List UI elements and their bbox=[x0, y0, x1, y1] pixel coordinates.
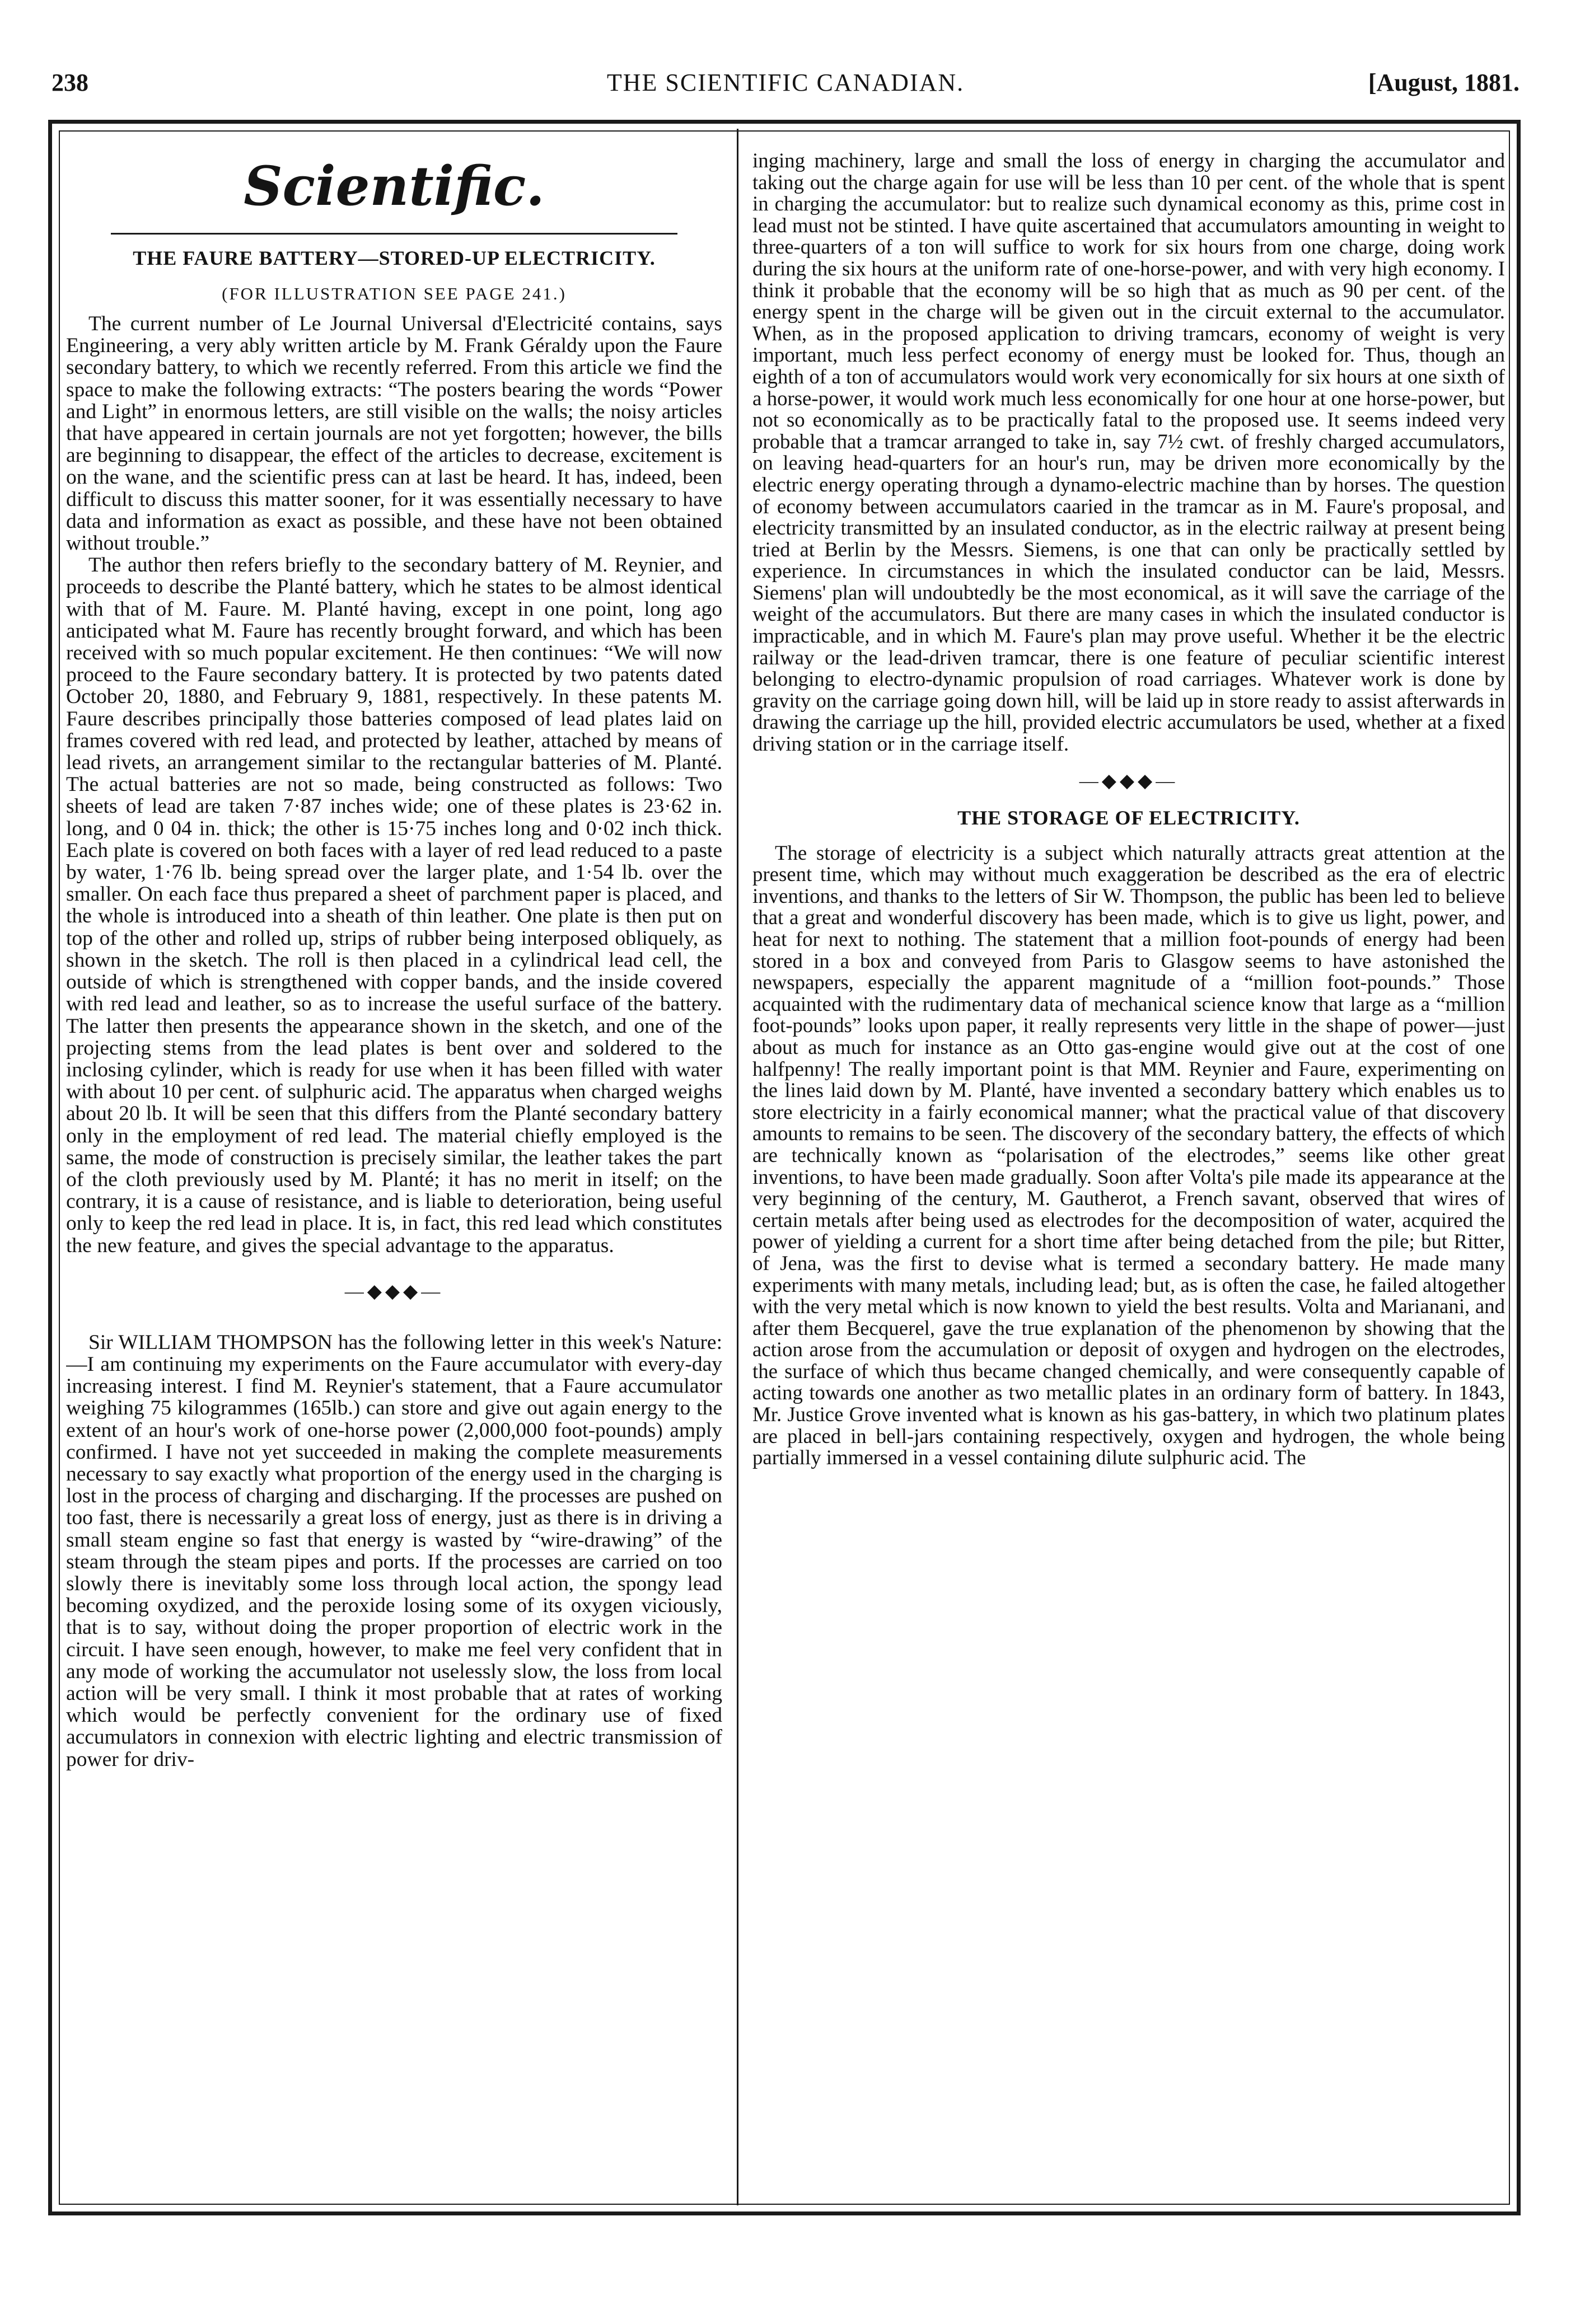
page-header bbox=[52, 66, 1519, 111]
section-heading: Scientific. bbox=[244, 154, 545, 218]
left-column bbox=[66, 150, 722, 2199]
right-column bbox=[752, 150, 1505, 2199]
article-paragraph-continued: inging machinery, large and small the loss of energy in charging the accumulator and taking out the charge again for use will be less than 10 per cent. of the whole that is spent in charging the accumulator: but to realize such dynamical economy as this, prime cost in lead must not be stinted. I have quite ascertained that accumulators amounting in weight to three-quarters of a ton will suffice to work for six hours from one charge, doing work during the six hours at the uniform rate of one-horse-power, and with very high economy. I think it probable that the economy will be so high that as much as 90 per cent. of the energy spent in the charge will be given out in the circuit external to the accumulator. When, as in the proposed application to driving tramcars, economy of weight is very important, much less perfect economy of energy must be looked for. Thus, though an eighth of a ton of accumulators would work very economically for six hours at one sixth of a horse-power, it would work much less economically for one hour at one horse-power, but not so economically as to be practically fatal to the proposed use. It seems indeed very probable that a tramcar arranged to take in, say 7½ cwt. of freshly charged accumulators, on leaving head-quarters for an hour's run, may be driven more economically by the electric energy operating through a dynamo-electric machine than by horses. The question of economy between accumulators caaried in the tramcar as in M. Faure's proposal, and electricity transmitted by an insulated conductor, as in the electric railway at present being tried at Berlin by the Messrs. Siemens, is one that can only be practically settled by experience. In circumstances in which the insulated conductor can be laid, Messrs. Siemens' plan will undoubtedly be the most economical, as it will save the carriage of the weight of the accumulators. But there are many cases in which the insulated conductor is impracticable, and in which M. Faure's plan may prove useful. Whether it be the electric railway or the lead-driven tramcar, there is one feature of peculiar scientific interest belonging to electro-dynamic propulsion of road carriages. Whatever work is done by gravity on the carriage going down hill, will be laid up in store ready to assist afterwards in drawing the carriage up the hill, provided electric accumulators be used, whether at a fixed driving station or in the carriage itself. bbox=[752, 150, 1505, 756]
article-subtitle: (FOR ILLUSTRATION SEE PAGE 241.) bbox=[222, 284, 567, 303]
ornament-divider: —◆◆◆— bbox=[1079, 770, 1179, 791]
article-title: THE STORAGE OF ELECTRICITY. bbox=[957, 806, 1300, 829]
article-paragraph: The author then refers briefly to the secondary battery of M. Reynier, and proceeds to describe the Planté battery, which he states to be almost identical with that of M. Faure. M. Planté having, except in one point, long ago anticipated what M. Faure has recently brought forward, and which has been received with so much popular excitement. He then continues: “We will now proceed to the Faure secondary battery. It is protected by two patents dated October 20, 1880, and February 9, 1881, respectively. In these patents M. Faure describes principally those batteries composed of lead plates laid on frames covered with red lead, and protected by leather, attached by means of lead rivets, an arrangement similar to the rectangular batteries of M. Planté. The actual batteries are not so made, being constructed as follows: Two sheets of lead are taken 7·87 inches wide; one of these plates is 23·62 in. long, and 0 04 in. thick; the other is 15·75 inches long and 0·02 inch thick. Each plate is covered on both faces with a layer of red lead reduced to a paste by water, 1·76 lb. being spread over the larger plate, and 1·54 lb. over the smaller. On each face thus prepared a sheet of parchment paper is placed, and the whole is introduced into a sheath of thin leather. One plate is then put on top of the other and rolled up, strips of rubber being interposed obliquely, as shown in the sketch. The roll is then placed in a cylindrical lead cell, the outside of which is strengthened with copper bands, and the inside covered with red lead and leather, so as to increase the useful surface of the battery. The latter then presents the appearance shown in the sketch, and one of the projecting stems from the lead plates is bent over and soldered to the inclosing cylinder, which is ready for use when it has been filled with water with about 10 per cent. of sulphuric acid. The apparatus when charged weighs about 20 lb. It will be seen that this differs from the Planté secondary battery only in the employment of red lead. The material chiefly employed is the same, the mode of construction is precisely similar, the leather takes the part of the cloth previously used by M. Planté; it has no merit in itself; on the contrary, it is a cause of resistance, and is liable to deterioration, being useful only to keep the red lead in place. It is, in fact, this red lead which constitutes the new feature, and gives the special advantage to the apparatus. bbox=[66, 554, 722, 1257]
page-number: 238 bbox=[52, 69, 88, 96]
ornament-divider: —◆◆◆— bbox=[344, 1281, 444, 1302]
publication-title: THE SCIENTIFIC CANADIAN. bbox=[606, 69, 965, 96]
article-title: THE FAURE BATTERY—STORED-UP ELECTRICITY. bbox=[133, 247, 656, 269]
article-paragraph: The current number of Le Journal Universal d'Electricité contains, says Engineering, a very ably written article by M. Frank Géraldy upon the Faure secondary battery, to which we recently referred. From this article we find the space to make the following extracts: “The posters bearing the words “Power and Light” in enormous letters, are still visible on the walls; the noisy articles that have appeared in certain journals are not yet forgotten; however, the bills are beginning to disappear, the effect of the articles to decrease, excitement is on the wane, and the scientific press can at last be heard. It has, indeed, been difficult to discuss this matter sooner, for it was essentially necessary to have data and information as exact as possible, and these have not been obtained without trouble.” bbox=[66, 312, 722, 555]
section-rule bbox=[111, 233, 677, 235]
article-paragraph: The storage of electricity is a subject which naturally attracts great attention at the present time, which may without much exaggeration be described as the era of electric inventions, and thanks to the letters of Sir W. Thompson, the public has been led to believe that a great and wonderful discovery has been made, which is to give us light, power, and heat for next to nothing. The statement that a million foot-pounds of energy had been stored in a box and conveyed from Paris to Glasgow seems to have astonished the newspapers, especially the apparent magnitude of a “million foot-pounds.” Those acquainted with the rudimentary data of mechanical science know that large as a “million foot-pounds” looks upon paper, it really represents very little in the shape of power—just about as much for instance as an Otto gas-engine would give out at the cost of one halfpenny! The really important point is that MM. Reynier and Faure, experimenting on the lines laid down by M. Planté, have invented a secondary battery which enables us to store electricity in a fairly economical manner; what the practical value of that discovery amounts to remains to be seen. The discovery of the secondary battery, the effects of which are technically known as “polarisation of the electrodes,” seems like other great inventions, to have been made gradually. Soon after Volta's pile made its appearance at the very beginning of the century, M. Gautherot, a French savant, observed that wires of certain metals after being used as electrodes for the decomposition of water, acquired the power of yielding a current for a short time after being detached from the pile; but Ritter, of Jena, was the first to devise what is termed a secondary battery. He made many experiments with many metals, including lead; but, as is often the case, he failed altogether with the very metal which is now known to yield the best results. Volta and Marianani, and after them Becquerel, gave the true explanation of the phenomenon by showing that the action arose from the accumulation or deposit of oxygen and hydrogen on the electrodes, the surface of which thus became changed chemically, and were consequently capable of acting towards one another as two metallic plates in an ordinary form of battery. In 1843, Mr. Justice Grove invented what is known as his gas-battery, in which two platinum plates are placed in bell-jars containing respectively, oxygen and hydrogen, the whole being partially immersed in a vessel containing dilute sulphuric acid. The bbox=[752, 841, 1505, 1469]
issue-date: [August, 1881. bbox=[1368, 69, 1519, 96]
column-divider bbox=[737, 129, 738, 2205]
article-paragraph: Sir WILLIAM THOMPSON has the following letter in this week's Nature:—I am continuing my experiments on the Faure accumulator with every-day increasing interest. I find M. Reynier's statement, that a Faure accumulator weighing 75 kilogrammes (165lb.) can store and give out again energy to the extent of an hour's work of one-horse power (2,000,000 foot-pounds) amply confirmed. I have not yet succeeded in making the complete measurements necessary to say exactly what proportion of the energy used in the charging is lost in the process of charging and discharging. If the processes are pushed on too fast, there is necessarily a great loss of energy, just as there is in driving a small steam engine so fast that energy is wasted by “wire-drawing” of the steam through the steam pipes and ports. If the processes are carried on too slowly there is inevitably some loss through local action, the spongy lead becoming oxydized, and the peroxide losing some of its oxygen viciously, that is to say, without doing the proper proportion of electric work in the circuit. I have seen enough, however, to make me feel very confident that in any mode of working the accumulator not uselessly slow, the loss from local action will be very small. I think it most probable that at rates of working which would be perfectly convenient for the ordinary use of fixed accumulators in connexion with electric lighting and electric transmission of power for driv- bbox=[66, 1330, 722, 1771]
